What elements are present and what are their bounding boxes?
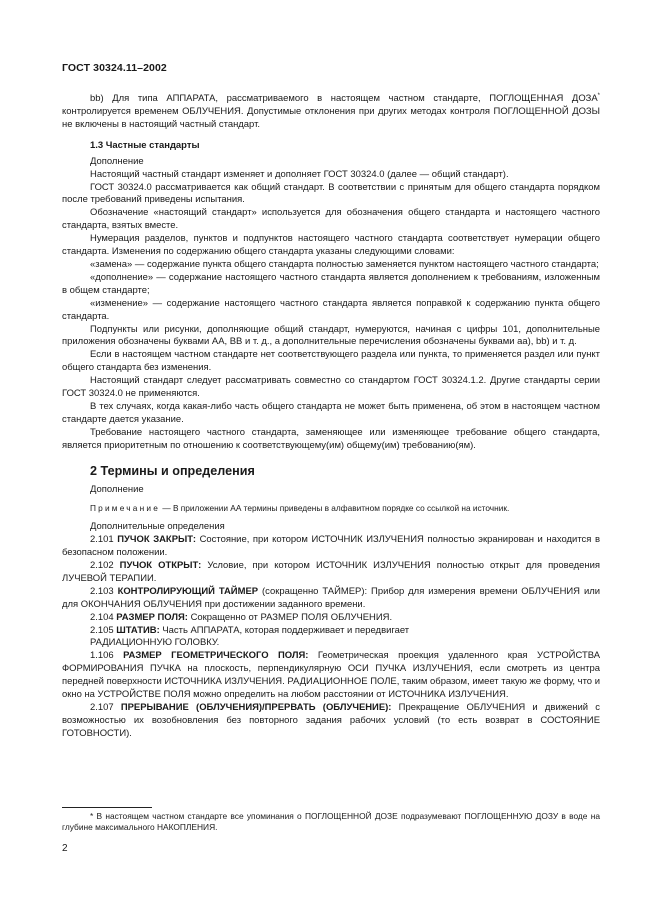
paragraph: «замена» — содержание пункта общего стандарта полностью заменяется пунктом настоящего частного стандарта; [90,259,599,271]
section-heading-2: 2 Термины и определения [90,463,255,478]
def-number: 2.104 [90,611,117,623]
paragraph: «изменение» — содержание настоящего частного стандарта является поправкой к содержанию пункта общего стандарта. [62,297,600,322]
note [62,502,600,515]
addition-label: Дополнение [90,483,144,495]
text: контролируется временем ОБЛУЧЕНИЯ. Допустимые отклонения при других методах контроля ПОГЛОЩЕННОЙ ДОЗЫ не включены в настоящий частный стандарт. [62,106,600,130]
document-header: ГОСТ 30324.11–2002 [62,62,167,74]
def-term: ПРЕРЫВАНИЕ (ОБЛУЧЕНИЯ)/ПРЕРВАТЬ (ОБЛУЧЕНИЕ): [120,702,392,714]
paragraph: Нумерация разделов, пунктов и подпунктов настоящего частного стандарта соответствует нумерации общего стандарта. Изменения по содержанию общего стандарта указаны следующими словами: [62,233,600,258]
def-number: 2.107 [90,702,121,714]
paragraph-bb [62,90,600,132]
addition-label: Дополнение [90,155,144,167]
paragraph: Настоящий стандарт следует рассматривать совместно со стандартом ГОСТ 30324.1.2. Другие стандарты серии ГОСТ 30324.0 не применяются. [62,375,600,400]
definition-2-104 [62,612,600,625]
def-text: Прекращение ОБЛУЧЕНИЯ и движений с возможностью их возобновления без повторного задания рабочих условий (то есть возврат в СОСТОЯНИЕ ГОТОВНОСТИ). [62,702,600,739]
paragraph: Настоящий частный стандарт изменяет и дополняет ГОСТ 30324.0 (далее — общий стандарт). [90,168,509,180]
paragraph: Если в настоящем частном стандарте нет соответствующего раздела или пункта, то применяется раздел или пункт общего стандарта без изменения. [62,349,600,374]
def-term: ПУЧОК ЗАКРЫТ: [117,534,197,546]
def-number: 1.106 [90,650,124,662]
def-term: РАЗМЕР ГЕОМЕТРИЧЕСКОГО ПОЛЯ: [123,650,309,662]
def-text: Состояние, при котором ИСТОЧНИК ИЗЛУЧЕНИЯ полностью экранирован и находится в безопасном положении. [62,534,600,559]
text: bb) Для типа АППАРАТА, рассматриваемого в настоящем частном стандарте, ПОГЛОЩЕННАЯ ДОЗА [90,93,598,105]
paragraph: Обозначение «настоящий стандарт» используется для обозначения общего стандарта и настоящего частного стандарта, взятых вместе. [62,207,600,232]
definition-2-101 [62,534,600,560]
definition-2-107 [62,702,600,741]
definition-2-103 [62,586,600,612]
def-term: КОНТРОЛИРУЮЩИЙ ТАЙМЕР [117,585,259,597]
def-text: Сокращенно от РАЗМЕР ПОЛЯ ОБЛУЧЕНИЯ. [187,611,393,623]
def-text: Часть АППАРАТА, которая поддерживает и передвигает [159,624,410,636]
paragraph: ГОСТ 30324.0 рассматривается как общий стандарт. В соответствии с принятым для общего стандарта порядком после требований приведены испытания. [62,181,600,206]
footnote-marker: * [597,93,600,99]
def-text: Условие, при котором ИСТОЧНИК ИЗЛУЧЕНИЯ полностью открыт для проведения ЛУЧЕВОЙ ТЕРАПИИ. [62,560,600,584]
page-number: 2 [62,843,68,854]
def-term: ПУЧОК ОТКРЫТ: [119,560,202,572]
def-term: ШТАТИВ: [116,624,160,636]
note-text: — В приложении АА термины приведены в алфавитном порядке со ссылкой на источник. [160,503,510,514]
document-body [62,90,600,741]
note-label: Примечание [90,503,161,514]
definition-1-106 [62,650,600,702]
footnote: * В настоящем частном стандарте все упоминания о ПОГЛОЩЕННОЙ ДОЗЕ подразумевают ПОГЛОЩЕННУЮ ДОЗУ в воде на глубине максимального НАКОПЛЕНИЯ. [62,811,600,833]
paragraph: «дополнение» — содержание настоящего частного стандарта является дополнением к требованиям, изложенным в общем стандарте; [62,271,600,296]
paragraph: Требование настоящего частного стандарта, заменяющее или изменяющее требование общего стандарта, является приоритетным по отношению к соответствующему(им) общему(им) требованию(ям). [62,426,600,451]
def-number: 2.103 [90,585,118,597]
paragraph: В тех случаях, когда какая-либо часть общего стандарта не может быть применена, об этом в настоящем частном стандарте дается указание. [62,400,600,425]
paragraph: Подпункты или рисунки, дополняющие общий стандарт, нумеруются, начиная с цифры 101, дополнительные приложения обозначены буквами АА, ВВ и т. д., а дополнительные перечисления обозначены буквами аа), bb) и т. д. [62,323,600,348]
def-text: (сокращенно ТАЙМЕР): Прибор для измерения времени ОБЛУЧЕНИЯ или для ОКОНЧАНИЯ ОБЛУЧЕНИЯ при достижении заданного времени. [62,585,600,610]
def-number: 2.105 [90,624,117,636]
definition-2-102 [62,560,600,586]
definition-2-105-continued: РАДИАЦИОННУЮ ГОЛОВКУ. [90,637,220,649]
definition-2-105 [62,625,600,638]
def-number: 2.102 [90,560,120,572]
additional-definitions-label: Дополнительные определения [90,521,225,533]
def-number: 2.101 [90,534,118,546]
subsection-heading-1-3: 1.3 Частные стандарты [90,139,200,151]
footnote-divider [62,807,152,808]
def-text: Геометрическая проекция удаленного края УСТРОЙСТВА ФОРМИРОВАНИЯ ПУЧКА на плоскость, перпендикулярную ОСИ ПУЧКА ИЗЛУЧЕНИЯ, если смотреть из центра передней поверхности ИСТОЧНИКА ИЗЛУЧЕНИЯ. РАДИАЦИОННОЕ ПОЛЕ, таким образом, имеет такую же форму, что и окно на УСТРОЙСТВЕ ПОЛЯ можно определить на любом расстоянии от ИСТОЧНИКА ИЗЛУЧЕНИЯ. [62,650,600,701]
def-term: РАЗМЕР ПОЛЯ: [116,611,188,623]
